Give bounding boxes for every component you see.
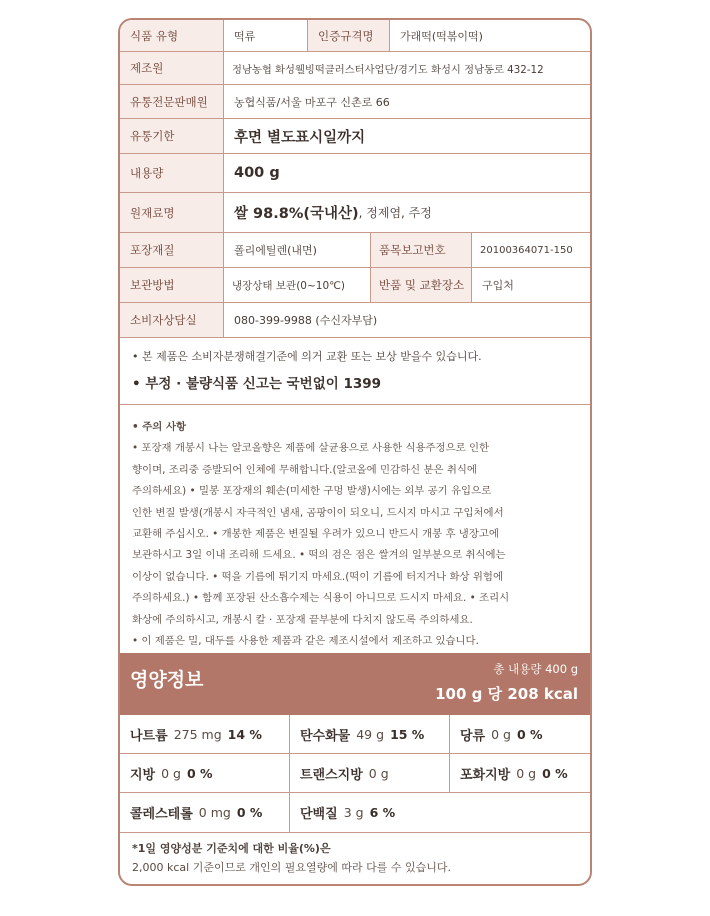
maker-value: 정남농협 화성웰빙떡클러스터사업단/경기도 화성시 정남동로 432-12 [232,63,544,76]
row-maker [120,52,590,85]
nutrient-amount: 49 g [356,726,385,742]
caution-line: 교환해 주십시오. • 개봉한 제품은 변질될 우려가 있으니 반드시 개봉 후 냉장고에 [132,528,499,541]
ingredients-label: 원재료명 [120,193,224,232]
nutrient-name: 콜레스테롤 [130,807,193,822]
footnote-line2: 2,000 kcal 기준이므로 개인의 필요열량에 따라 다를 수 있습니다. [132,861,451,874]
nutrient-protein [290,793,590,832]
row-consumer [120,303,590,338]
volume-value: 400 g [234,165,280,181]
volume-label: 내용량 [120,154,224,192]
distributor-value: 농협식품/서울 마포구 신촌로 66 [234,95,390,109]
expiry-label: 유통기한 [120,119,224,153]
consumer-value: 080-399-9988 (수신자부담) [234,314,378,327]
return-value: 구입처 [482,279,514,292]
nutrient-pct: 6 % [369,805,396,820]
expiry-value: 후면 별도표시일까지 [234,129,366,146]
food-type-label: 식품 유형 [120,20,224,51]
notice-line1: • 본 제품은 소비자분쟁해결기준에 의거 교환 또는 보상 받을수 있습니다. [132,350,482,363]
food-type-value: 떡류 [224,20,308,51]
footnote-line1: *1일 영양성분 기준치에 대한 비율(%)은 [132,842,331,855]
maker-label: 제조원 [120,52,224,84]
report-label: 품목보고번호 [370,233,472,267]
nutrient-fat [120,754,290,792]
nutrient-name: 탄수화물 [300,728,351,744]
row-ingredients [120,193,590,233]
row-packaging [120,233,590,268]
nutrient-carbs [290,715,450,753]
caution-line: 주의하세요) • 밀봉 포장재의 훼손(미세한 구멍 발생)시에는 외부 공기 유입으로 [132,485,492,498]
nutrient-amount: 0 g [161,765,181,781]
ingredients-value [224,193,590,232]
nutrient-pct: 0 % [517,726,543,742]
report-value: 20100364071-150 [480,244,573,256]
ingredients-rest: , 정제염, 주정 [358,206,432,220]
nutrient-name: 당류 [460,728,486,744]
row-expiry [120,119,590,154]
caution-line: 주의하세요.) • 함께 포장된 산소흡수제는 식용이 아니므로 드시지 마세요. • 조리시 [132,592,510,605]
caution-line: 보관하시고 3일 이내 조리해 드세요. • 떡의 검은 점은 쌀겨의 일부분으로 취식에는 [132,549,506,562]
notice-section [120,338,590,405]
nutrient-pct: 0 % [187,765,213,781]
storage-label: 보관방법 [120,268,224,302]
cert-label: 인증규격명 [308,20,390,51]
nutrition-total: 총 내용량 400 g [493,662,578,676]
caution-line: 인한 변질 발생(개봉시 자극적인 냄새, 곰팡이이 되오니, 드시지 마시고 구입처에서 [132,506,504,519]
nutrient-saturated-fat [450,754,590,792]
nutrient-pct: 15 % [390,726,425,742]
caution-section [120,405,590,653]
label-card [118,18,592,886]
nutrient-cholesterol [120,793,290,832]
nutrition-title: 영양정보 [130,669,204,691]
nutrient-trans-fat [290,754,450,792]
nutrient-name: 나트륨 [130,728,168,744]
caution-line: • 포장재 개봉시 나는 알코올향은 제품에 살균용으로 사용한 식용주정으로 인한 [132,442,490,455]
caution-line: 화상에 주의하시고, 개봉시 칼 · 포장재 끝부분에 다치지 않도록 주의하세요. [132,613,473,626]
nutrient-amount: 0 g [516,765,537,781]
nutrient-pct: 0 % [236,805,263,820]
nutrient-name: 트랜스지방 [300,767,363,783]
storage-value: 냉장상태 보관(0~10℃) [232,279,346,292]
nutrient-sodium [120,715,290,753]
nutrient-sugar [450,715,590,753]
return-label: 반품 및 교환장소 [370,268,472,302]
row-food-type [120,20,590,52]
ingredients-main: 쌀 98.8%(국내산) [234,206,359,222]
caution-line: 향이며, 조리중 증발되어 인체에 무해합니다.(알코올에 민감하신 분은 취식에 [132,463,477,476]
nutrient-name: 지방 [130,767,156,783]
nutrition-footnote [120,833,590,883]
nutrient-name: 단백질 [300,807,338,822]
distributor-label: 유통전문판매원 [120,85,224,118]
caution-title: • 주의 사항 [132,421,187,433]
nutrition-header [120,653,590,715]
nutrition-kcal: 100 g 당 208 kcal [435,685,578,703]
consumer-label: 소비자상담실 [120,303,224,337]
row-volume [120,154,590,193]
packaging-label: 포장재질 [120,233,224,267]
nutrient-amount: 275 mg [173,726,222,742]
packaging-value: 폴리에틸렌(내면) [234,244,317,257]
row-storage [120,268,590,303]
nutrient-pct: 0 % [542,765,568,781]
nutrient-amount: 0 g [491,726,511,742]
nutrition-row [120,793,590,833]
nutrient-pct: 14 % [227,726,262,742]
nutrient-name: 포화지방 [460,767,511,783]
nutrient-amount: 3 g [343,805,364,820]
caution-line: 이상이 없습니다. • 떡을 기름에 튀기지 마세요.(떡이 기름에 터지거나 화상 위험에 [132,570,504,583]
nutrition-row [120,754,590,793]
nutrient-amount: 0 mg [198,805,231,820]
nutrition-row [120,715,590,754]
row-distributor [120,85,590,119]
cert-value: 가래떡(떡볶이떡) [400,29,483,43]
caution-line: • 이 제품은 밀, 대두를 사용한 제품과 같은 제조시설에서 제조하고 있습니다. [132,635,479,648]
notice-line2: • 부정 · 불량식품 신고는 국번없이 1399 [132,376,382,392]
nutrient-amount: 0 g [368,765,389,781]
